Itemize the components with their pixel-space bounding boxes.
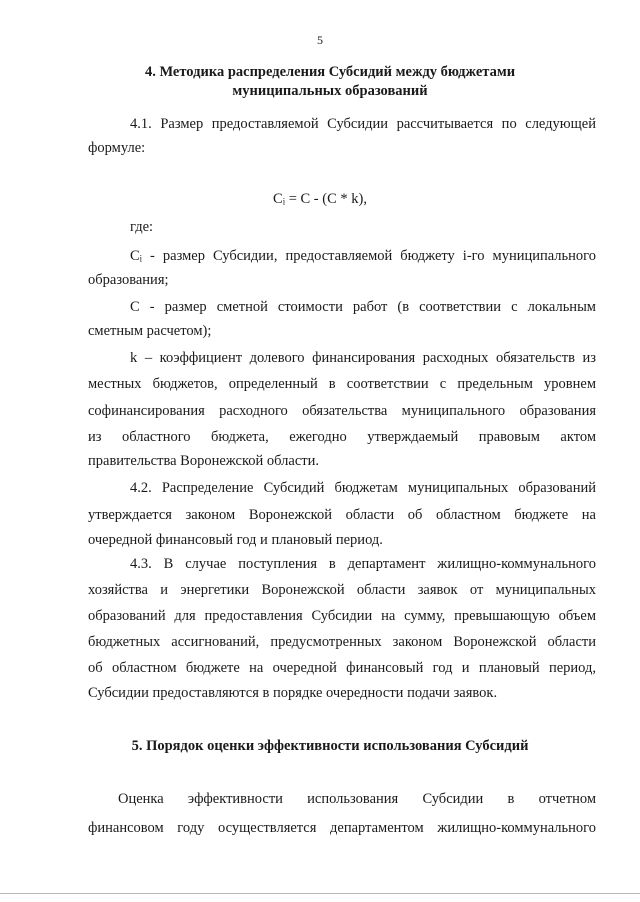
formula: Cᵢ = C - (C * k), (273, 191, 367, 207)
section-4-heading-line-2: муниципальных образований (232, 83, 428, 99)
paragraph-4-2-line-2: утверждается законом Воронежской области об областном бюджете на (88, 507, 596, 523)
paragraph-4-3-line-2: хозяйства и энергетики Воронежской области заявок от муниципальных (88, 582, 596, 598)
paragraph-4-3-line-6: Субсидии предоставляются в порядке очередности подачи заявок. (88, 685, 498, 701)
paragraph-4-3-line-4: бюджетных ассигнований, предусмотренных законом Воронежской области (88, 634, 596, 650)
paragraph-4-1-line-1: 4.1. Размер предоставляемой Субсидии рассчитывается по следующей (130, 116, 596, 132)
definition-c-line-2: сметным расчетом); (88, 323, 212, 339)
where-label: где: (130, 219, 154, 235)
definition-c-line-1: С - размер сметной стоимости работ (в соответствии с локальным (130, 299, 596, 315)
paragraph-5-line-2: финансовом году осуществляется департаментом жилищно-коммунального (88, 820, 596, 836)
definition-k-line-2: местных бюджетов, определенный в соответствии с предельным уровнем (88, 376, 596, 392)
definition-k-line-5: правительства Воронежской области. (88, 453, 320, 469)
section-4-heading-line-1: 4. Методика распределения Субсидий между бюджетами (144, 64, 516, 80)
paragraph-4-2-line-1: 4.2. Распределение Субсидий бюджетам муниципальных образований (130, 480, 596, 496)
definition-k-line-4: из областного бюджета, ежегодно утверждаемый правовым актом (88, 429, 596, 445)
definition-k-line-3: софинансирования расходного обязательства муниципального образования (88, 403, 596, 419)
paragraph-4-3-line-1: 4.3. В случае поступления в департамент жилищно-коммунального (130, 556, 596, 572)
definition-ci-line-2: образования; (88, 272, 169, 288)
paragraph-4-1-line-2: формуле: (88, 140, 146, 156)
paragraph-4-3-line-3: образований для предоставления Субсидии на сумму, превышающую объем (88, 608, 596, 624)
paragraph-4-2-line-3: очередной финансовый год и плановый период. (88, 532, 383, 548)
paragraph-4-3-line-5: об областном бюджете на очередной финансовый год и плановый период, (88, 660, 596, 676)
scan-edge-rule (0, 893, 640, 894)
page-number: 5 (317, 33, 323, 47)
definition-k-line-1: k – коэффициент долевого финансирования расходных обязательств из (130, 350, 596, 366)
section-5-heading: 5. Порядок оценки эффективности использования Субсидий (131, 738, 529, 754)
definition-ci-line-1: Cᵢ - размер Субсидии, предоставляемой бюджету i-го муниципального (130, 248, 596, 264)
paragraph-5-line-1: Оценка эффективности использования Субсидии в отчетном (118, 791, 596, 807)
